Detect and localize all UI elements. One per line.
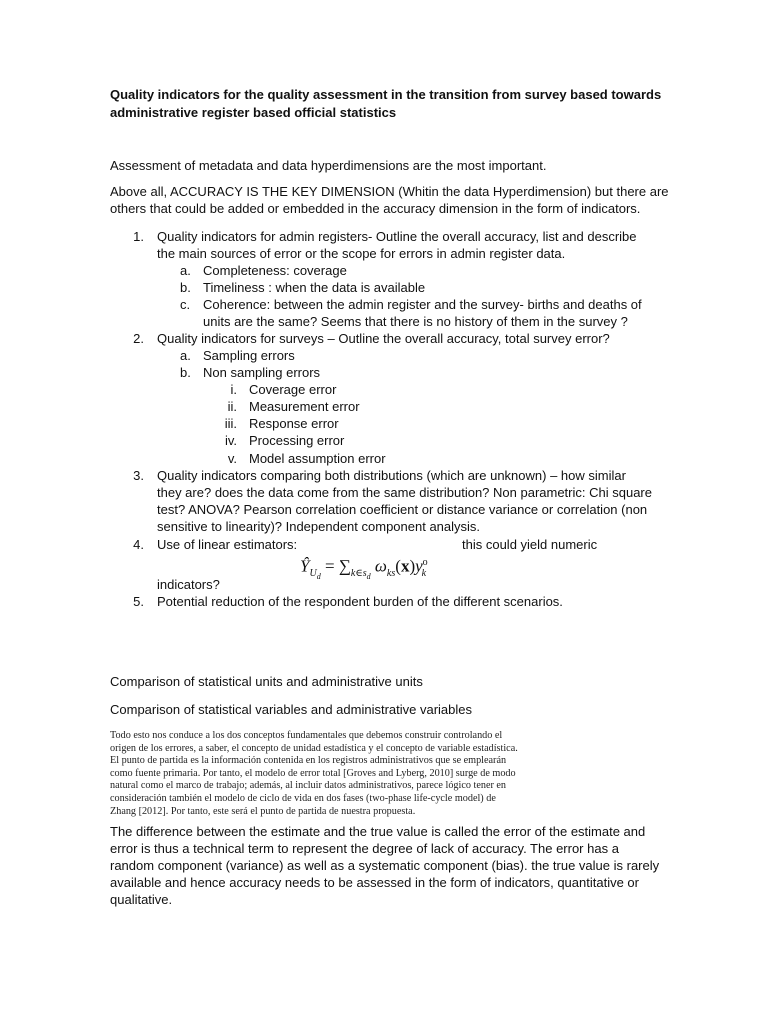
document-title-line1: Quality indicators for the quality assessment in the transition from survey based towards [110,87,662,102]
list-letter-2b: b. [180,365,191,380]
roman-numeral-v: v. [227,451,237,466]
list-item-2-line1: Quality indicators for surveys – Outline the overall accuracy, total survey error? [157,331,610,346]
intro-paragraph-2-line1: Above all, ACCURACY IS THE KEY DIMENSION (Whitin the data Hyperdimension) but there are [110,184,669,199]
excerpt-line: Zhang [2012]. Por tanto, este será el punto de partida de nuestra propuesta. [110,805,416,817]
spanish-excerpt [110,730,540,818]
comparison-units-heading: Comparison of statistical units and administrative units [110,674,423,689]
list-number-3: 3. [133,468,144,483]
list-item-1-line1: Quality indicators for admin registers- Outline the overall accuracy, list and describe [157,229,637,244]
intro-paragraph-2-line2: others that could be added or embedded in the accuracy dimension in the form of indicators. [110,201,641,216]
list-number-1: 1. [133,229,144,244]
excerpt-line: El punto de partida es la información contenida en los registros administrativos que se emplearán [110,755,507,767]
roman-numeral-iv: iv. [224,433,237,448]
list-number-4: 4. [133,537,144,552]
excerpt-line: como fuente primaria. Por tanto, el modelo de error total [Groves and Lyberg, 2010] surge de modo [110,767,516,779]
excerpt-line: consideración también el modelo de ciclo de vida en dos fases (two-phase life-cycle model) de [110,792,496,804]
excerpt-line: Todo esto nos conduce a los dos conceptos fundamentales que debemos construir controlando el [110,730,503,741]
list-item-1c-line2: units are the same? Seems that there is no history of them in the survey ? [203,314,628,329]
closing-paragraph-line2: error is thus a technical term to represent the degree of lack of accuracy. The error has a [110,841,619,856]
list-item-4-line2: indicators? [157,577,220,592]
intro-paragraph-1: Assessment of metadata and data hyperdimensions are the most important. [110,158,547,173]
list-item-3-line4: sensitive to linearity)? Independent component analysis. [157,519,481,534]
sub-item-model-assumption-error: Model assumption error [249,451,386,466]
roman-numeral-ii: ii. [227,399,237,414]
closing-paragraph-line5: qualitative. [110,892,173,907]
list-item-4-tail: this could yield numeric [462,537,598,552]
list-letter-1c: c. [180,297,191,312]
list-item-2a: Sampling errors [203,348,295,363]
list-item-1-line2: the main sources of error or the scope for errors in admin register data. [157,246,566,261]
sub-item-response-error: Response error [249,416,339,431]
list-item-4-lead: Use of linear estimators: [157,537,298,552]
linear-estimator-formula: $Ŷ_{U_d} = \sum_{k\in s_d}$ $\omega_{ks}(x)y^o_k$ [300,556,428,582]
sub-item-coverage-error: Coverage error [249,382,337,397]
list-item-3-line1: Quality indicators comparing both distributions (which are unknown) – how similar [157,468,626,483]
list-letter-1b: b. [180,280,191,295]
sub-item-processing-error: Processing error [249,433,345,448]
roman-numeral-iii: iii. [224,416,237,431]
roman-numeral-i: i. [230,382,237,397]
list-number-2: 2. [133,331,144,346]
sub-item-measurement-error: Measurement error [249,399,360,414]
excerpt-line: origen de los errores, a saber, el concepto de unidad estadística y el concepto de variable estadística. [110,742,518,754]
comparison-variables-heading: Comparison of statistical variables and administrative variables [110,702,472,717]
list-item-3-line2: they are? does the data come from the same distribution? Non parametric: Chi square [157,485,652,500]
list-number-5: 5. [133,594,144,609]
closing-paragraph-line1: The difference between the estimate and the true value is called the error of the estimate and [110,824,646,839]
document-title-line2: administrative register based official statistics [110,105,397,120]
list-letter-2a: a. [180,348,191,363]
list-item-3-line3: test? ANOVA? Pearson correlation coefficient or distance variance or correlation (non [157,502,648,517]
list-item-5: Potential reduction of the respondent burden of the different scenarios. [157,594,563,609]
closing-paragraph-line4: available and hence accuracy needs to be assessed in the form of indicators, quantitative or [110,875,639,890]
list-item-2b: Non sampling errors [203,365,321,380]
list-item-1b: Timeliness : when the data is available [203,280,426,295]
closing-paragraph-line3: random component (variance) as well as a systematic component (bias). the true value is rarely [110,858,660,873]
list-item-1c-line1: Coherence: between the admin register and the survey- births and deaths of [203,297,642,312]
list-item-1a: Completeness: coverage [203,263,347,278]
excerpt-line: natural como el marco de trabajo; además, al incluir datos administrativos, parece lógico tener en [110,780,507,792]
list-letter-1a: a. [180,263,191,278]
